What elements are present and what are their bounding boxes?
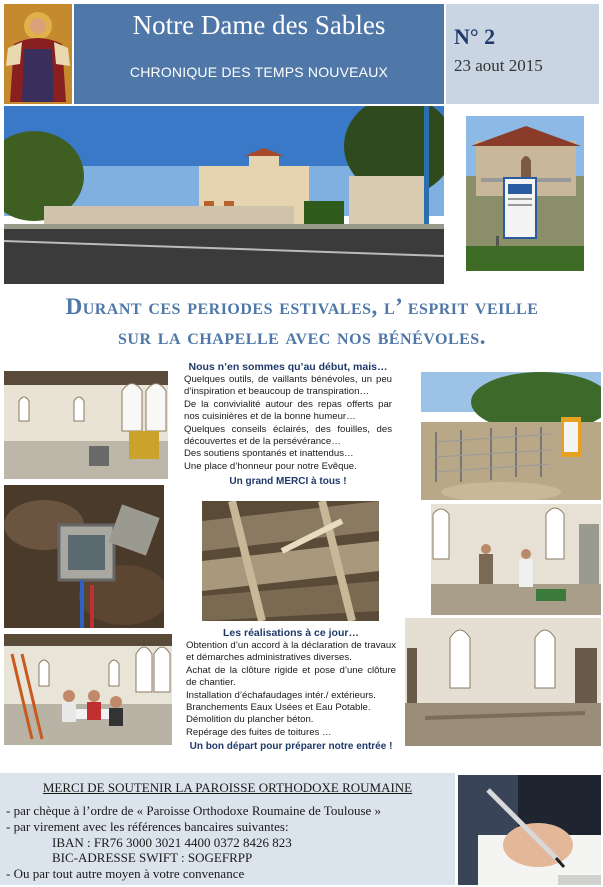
footer-iban: IBAN : FR76 3000 3021 4400 0372 8426 823 — [52, 835, 292, 850]
photo-excavation — [4, 485, 164, 628]
achievement-line: Obtention d’un accord à la déclaration de travaux et démarches administratives diverses. — [186, 640, 396, 664]
photo-workers-interior — [431, 504, 601, 615]
section-start-line: Une place d’honneur pour notre Evêque. — [184, 460, 357, 472]
closing-line: Un bon départ pour préparer notre entrée ! — [189, 741, 393, 753]
issue-band — [446, 4, 599, 104]
footer-title: MERCI DE SOUTENIR LA PAROISSE ORTHODOXE ROUMAINE — [42, 780, 413, 795]
newsletter-title: Notre Dame des Sables — [132, 10, 386, 40]
section-achievements-body — [186, 640, 396, 739]
section-start-line: Quelques conseils éclairés, des fouilles, des découvertes et de la persévérance… — [184, 423, 392, 448]
issue-number: N° 2 — [454, 24, 496, 49]
headline — [8, 292, 596, 352]
footer-cheque: - par chèque à l’ordre de « Paroisse Orthodoxe Roumaine de Toulouse » — [6, 803, 382, 818]
section-start-line: De la convivialité autour des repas offerts par nos cuisinières et de la bonne humeur… — [184, 398, 392, 423]
section-start-line: Quelques outils, de vaillants bénévoles, un peu d’inspiration et beaucoup de transpiration… — [184, 374, 392, 398]
achievement-line: Repérage des fuites de toitures … — [186, 726, 332, 738]
headline-line-1: Durant ces periodes estivales, l’ esprit veille — [65, 294, 539, 319]
section-achievements — [186, 627, 396, 752]
achievement-line: Achat de la clôture rigide et pose d’une clôture de chantier. — [186, 664, 396, 689]
photo-roof-beams — [202, 501, 379, 621]
section-start-title: Nous n’en sommes qu’au début, mais… — [188, 361, 388, 373]
headline-line-2: sur la chapelle avec nos bénévoles. — [118, 324, 486, 349]
photo-hand-writing — [458, 775, 601, 885]
photo-floor-demolition — [405, 618, 601, 746]
achievement-line: Branchements Eaux Usées et Eau Potable. — [186, 702, 371, 714]
photo-site-fence — [421, 372, 601, 500]
photo-interior-arches — [4, 371, 168, 479]
photo-chapel-sign — [466, 116, 584, 271]
section-achievements-title: Les réalisations à ce jour… — [223, 627, 359, 639]
icon-painting — [4, 4, 72, 104]
photo-volunteers-meal — [4, 634, 172, 745]
photo-chapel-street — [4, 106, 444, 284]
footer-transfer: - par virement avec les références bancaires suivantes: — [6, 819, 289, 834]
achievement-line: Démolition du plancher béton. — [186, 714, 314, 726]
issue-date: 23 aout 2015 — [454, 56, 543, 75]
achievement-line: Installation d’échafaudages intér./ extérieurs. — [186, 689, 376, 701]
section-start-line: Des soutiens spontanés et inattendus… — [184, 448, 354, 460]
footer-other: - Ou par tout autre moyen à votre convenance — [6, 866, 245, 881]
section-start-body — [184, 374, 392, 473]
newsletter-subtitle: CHRONIQUE DES TEMPS NOUVEAUX — [129, 64, 389, 80]
thanks-line: Un grand MERCI à tous ! — [229, 476, 347, 488]
footer-bic: BIC-ADRESSE SWIFT : SOGEFRPP — [52, 850, 253, 865]
section-start — [184, 361, 392, 487]
